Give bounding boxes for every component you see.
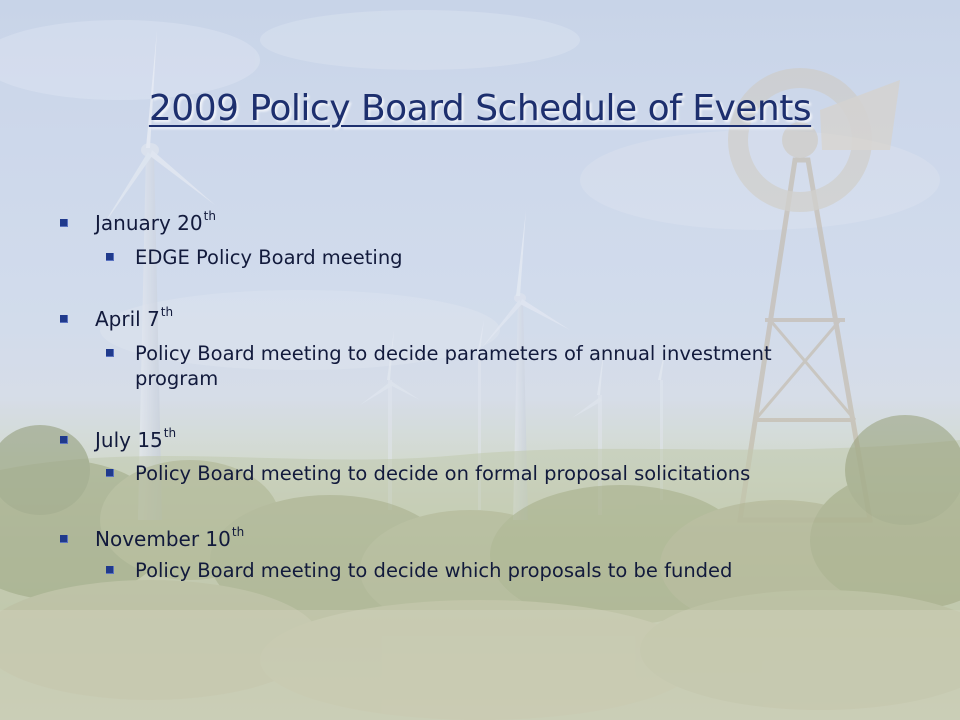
event-date: January 20 (95, 211, 203, 235)
square-bullet-icon (60, 436, 68, 444)
square-bullet-icon (106, 253, 114, 261)
ordinal-suffix: th (163, 426, 177, 440)
event-detail-text: Policy Board meeting to decide which proposals to be funded (135, 559, 733, 582)
event-date-july (95, 428, 176, 452)
event-date-november (95, 527, 244, 551)
event-date: April 7 (95, 307, 160, 331)
event-detail-november (135, 558, 732, 583)
event-date: July 15 (95, 428, 163, 452)
event-detail-text: EDGE Policy Board meeting (135, 246, 403, 269)
event-detail-text: Policy Board meeting to decide parameters of annual investment (135, 342, 772, 365)
event-detail-text: Policy Board meeting to decide on formal proposal solicitations (135, 462, 751, 485)
square-bullet-icon (106, 566, 114, 574)
ordinal-suffix: th (160, 305, 174, 319)
square-bullet-icon (106, 349, 114, 357)
event-date: November 10 (95, 527, 231, 551)
event-detail-july (135, 461, 750, 486)
ordinal-suffix: th (203, 209, 216, 223)
square-bullet-icon (60, 315, 68, 323)
square-bullet-icon (60, 535, 68, 543)
slide-title: 2009 Policy Board Schedule of Events (148, 88, 812, 129)
ordinal-suffix: th (231, 525, 245, 539)
event-date-april (95, 307, 173, 331)
event-date-january (95, 211, 216, 235)
square-bullet-icon (106, 469, 114, 477)
event-detail-text-continued: program (135, 367, 219, 390)
event-detail-january (135, 245, 403, 270)
event-detail-april (135, 341, 772, 391)
square-bullet-icon (60, 219, 68, 227)
